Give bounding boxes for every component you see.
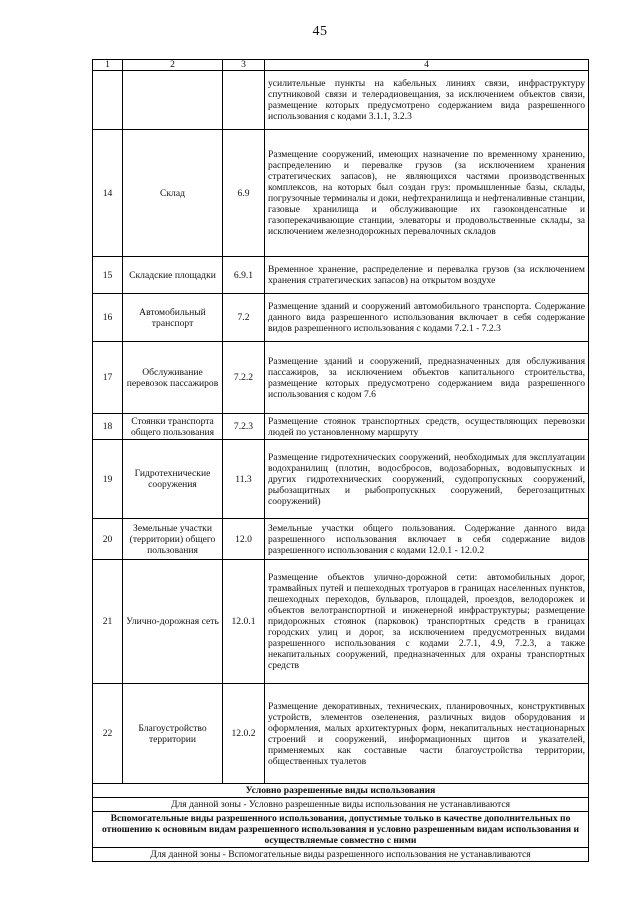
row-use-name: Гидротехнические сооружения bbox=[123, 440, 223, 519]
row-use-name: Благоустройство территории bbox=[123, 684, 223, 784]
row-number: 15 bbox=[93, 257, 123, 294]
table-row bbox=[93, 130, 589, 257]
row-use-code: 11.3 bbox=[223, 440, 265, 519]
row-use-name: Складские площадки bbox=[123, 257, 223, 294]
row-use-name: Склад bbox=[123, 130, 223, 257]
column-header-row bbox=[93, 60, 589, 71]
section-band-text: Для данной зоны - Условно разрешенные виды использования не устанавливаются bbox=[93, 798, 589, 812]
section-band-row bbox=[93, 784, 589, 798]
row-description: Временное хранение, распределение и перевалка грузов (за исключением хранения стратегических запасов) на открытом воздухе bbox=[265, 257, 589, 294]
row-description: Размещение гидротехнических сооружений, необходимых для эксплуатации водохранилищ (плотин, водосбросов, водозаборных, водовыпускных и других гидротехнических сооружений, судопропускных сооружений, рыбозащитных и рыбопропускных сооружений, берегозащитных сооружений) bbox=[265, 440, 589, 519]
table-row bbox=[93, 71, 589, 130]
row-use-code: 6.9 bbox=[223, 130, 265, 257]
row-use-name: Автомобильный транспорт bbox=[123, 294, 223, 342]
row-use-name: Стоянки транспорта общего пользования bbox=[123, 414, 223, 440]
row-use-code: 12.0.2 bbox=[223, 684, 265, 784]
table-row bbox=[93, 257, 589, 294]
row-use-code: 7.2 bbox=[223, 294, 265, 342]
row-description: Размещение зданий и сооружений, предназначенных для обслуживания пассажиров, за исключением объектов капитального строительства, размещение которых предусмотрено содержанием вида разрешенного использования с кодом 7.6 bbox=[265, 342, 589, 414]
row-use-code: 6.9.1 bbox=[223, 257, 265, 294]
row-number: 14 bbox=[93, 130, 123, 257]
row-number: 22 bbox=[93, 684, 123, 784]
row-number: 21 bbox=[93, 560, 123, 684]
section-band-text: Вспомогательные виды разрешенного использования, допустимые только в качестве дополнительных по отношению к основным видам разрешенного использования и условно разрешенным видам использования и осуществляемые совместно с ними bbox=[93, 812, 589, 848]
row-use-name: Обслуживание перевозок пассажиров bbox=[123, 342, 223, 414]
table-row bbox=[93, 294, 589, 342]
row-number: 19 bbox=[93, 440, 123, 519]
row-number: 16 bbox=[93, 294, 123, 342]
permitted-use-table bbox=[92, 59, 589, 862]
row-description: Размещение объектов улично-дорожной сети: автомобильных дорог, трамвайных путей и пешеходных тротуаров в границах населенных пунктов, пешеходных переходов, бульваров, площадей, проездов, велодорожек и объектов велотранспортной и инженерной инфраструктуры; размещение придорожных стоянок (парковок) транспортных средств в границах городских улиц и дорог, за исключением предусмотренных видами разрешенного использования с кодами 2.7.1, 4.9, 7.2.3, а также некапитальных сооружений, предназначенных для охраны транспортных средств bbox=[265, 560, 589, 684]
row-description: Размещение сооружений, имеющих назначение по временному хранению, распределению и перевалке грузов (за исключением хранения стратегических запасов), не являющихся частями производственных комплексов, на которых был создан груз: промышленные базы, склады, погрузочные терминалы и доки, нефтехранилища и нефтеналивные станции, газовые хранилища и обслуживающие их газоконденсатные и газоперекачивающие станции, элеваторы и продовольственные склады, за исключением железнодорожных перевалочных складов bbox=[265, 130, 589, 257]
section-band-row bbox=[93, 812, 589, 848]
section-band-row bbox=[93, 798, 589, 812]
row-description: Размещение декоративных, технических, планировочных, конструктивных устройств, элементов озеленения, различных видов оборудования и оформления, малых архитектурных форм, некапитальных нестационарных строений и сооружений, информационных щитов и указателей, применяемых как составные части благоустройства территории, общественных туалетов bbox=[265, 684, 589, 784]
row-use-name: Улично-дорожная сеть bbox=[123, 560, 223, 684]
row-number: 20 bbox=[93, 519, 123, 560]
table-row bbox=[93, 440, 589, 519]
row-use-code: 7.2.3 bbox=[223, 414, 265, 440]
table-row bbox=[93, 684, 589, 784]
column-header-3: 3 bbox=[223, 60, 265, 71]
table-row bbox=[93, 560, 589, 684]
row-use-name bbox=[123, 71, 223, 130]
column-header-4: 4 bbox=[265, 60, 589, 71]
row-use-code bbox=[223, 71, 265, 130]
row-number bbox=[93, 71, 123, 130]
row-use-code: 12.0 bbox=[223, 519, 265, 560]
section-band-text: Условно разрешенные виды использования bbox=[93, 784, 589, 798]
section-band-text: Для данной зоны - Вспомогательные виды разрешенного использования не устанавливаются bbox=[93, 848, 589, 862]
row-use-name: Земельные участки (территории) общего пользования bbox=[123, 519, 223, 560]
section-band-row bbox=[93, 848, 589, 862]
row-use-code: 7.2.2 bbox=[223, 342, 265, 414]
row-use-code: 12.0.1 bbox=[223, 560, 265, 684]
row-description: Размещение зданий и сооружений автомобильного транспорта. Содержание данного вида разрешенного использования включает в себя содержание видов разрешенного использования с кодами 7.2.1 - 7.2.3 bbox=[265, 294, 589, 342]
row-description: Размещение стоянок транспортных средств, осуществляющих перевозки людей по установленному маршруту bbox=[265, 414, 589, 440]
row-number: 17 bbox=[93, 342, 123, 414]
table-row bbox=[93, 414, 589, 440]
column-header-2: 2 bbox=[123, 60, 223, 71]
column-header-1: 1 bbox=[93, 60, 123, 71]
row-description: усилительные пункты на кабельных линиях связи, инфраструктуру спутниковой связи и телерадиовещания, за исключением объектов связи, размещение которых предусмотрено содержанием вида разрешенного использования с кодами 3.1.1, 3.2.3 bbox=[265, 71, 589, 130]
page-number: 45 bbox=[312, 24, 328, 39]
row-number: 18 bbox=[93, 414, 123, 440]
table-row bbox=[93, 342, 589, 414]
row-description: Земельные участки общего пользования. Содержание данного вида разрешенного использования включает в себя содержание видов разрешенного использования с кодами 12.0.1 - 12.0.2 bbox=[265, 519, 589, 560]
table-row bbox=[93, 519, 589, 560]
